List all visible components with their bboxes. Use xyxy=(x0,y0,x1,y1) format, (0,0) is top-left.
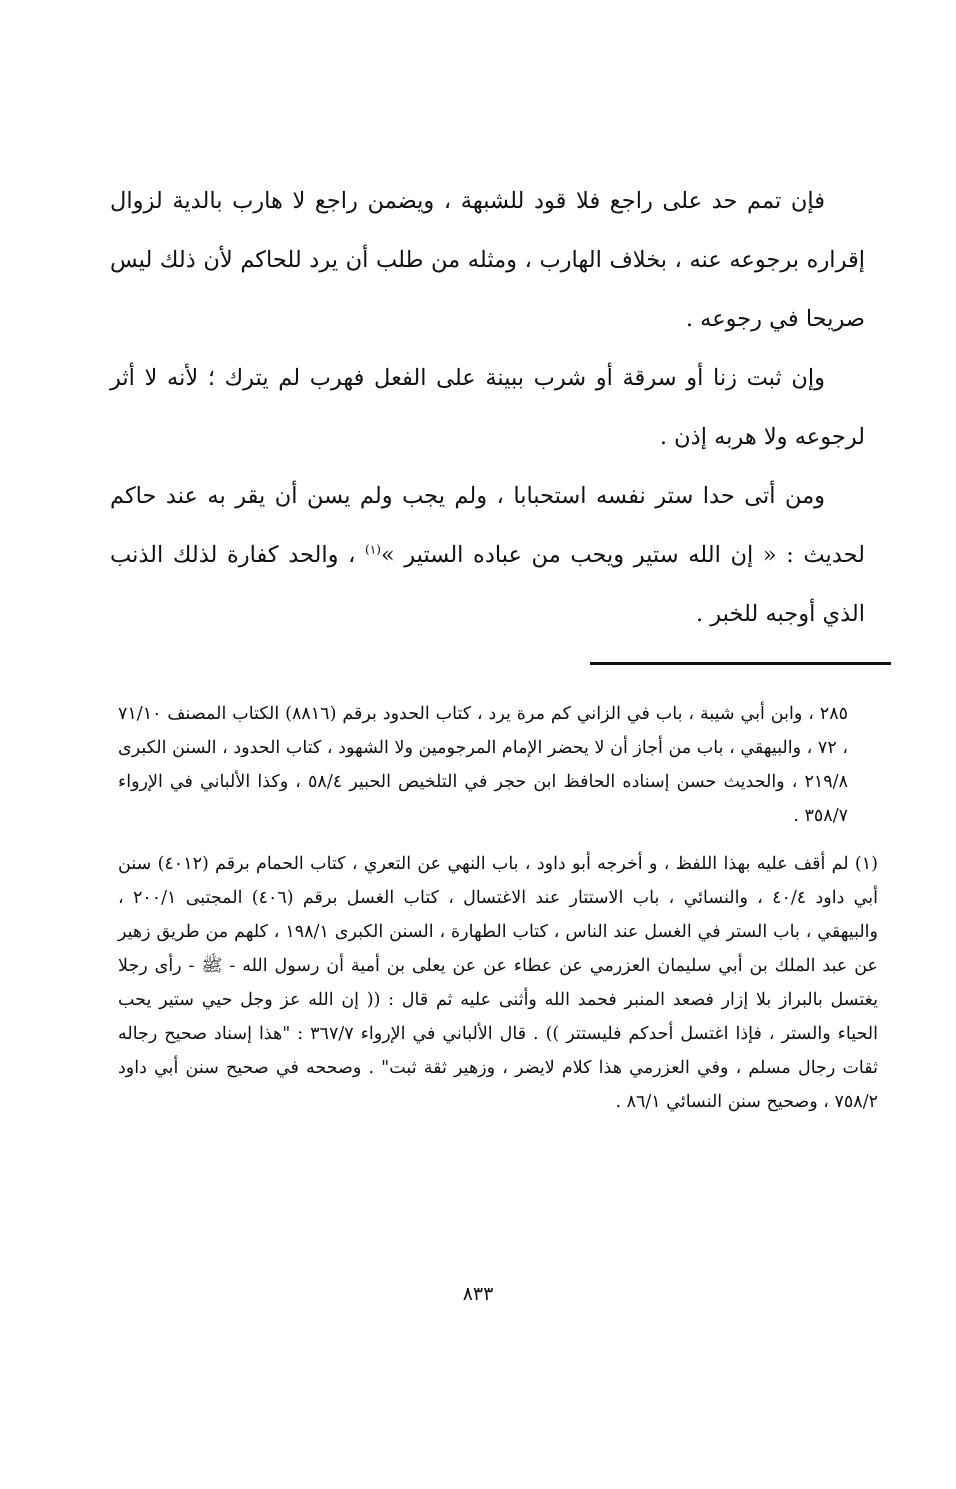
paragraph-3 xyxy=(110,467,865,644)
footnotes xyxy=(118,697,878,1119)
paragraph-3-text: ومن أتى حدا ستر نفسه استحبابا ، ولم يجب ولم يسن أن يقر به عند حاكم لحديث : « إن الله ستير ويحب من عباده الستير » xyxy=(110,483,865,568)
main-text xyxy=(110,172,865,644)
paragraph-2: وإن ثبت زنا أو سرقة أو شرب ببينة على الفعل فهرب لم يترك ؛ لأنه لا أثر لرجوعه ولا هربه إذن . xyxy=(110,365,865,450)
footnote-1-number: (١) xyxy=(854,854,878,874)
paragraph-1: فإن تمم حد على راجع فلا قود للشبهة ، ويضمن راجع لا هارب بالدية لزوال إقراره برجوعه عنه ، بخلاف الهارب ، ومثله من طلب أن يرد للحاكم لأن ذلك ليس صريحا في رجوعه . xyxy=(110,188,865,332)
footnote-1-text: لم أقف عليه بهذا اللفظ ، و أخرجه أبو داود ، باب النهي عن التعري ، كتاب الحمام برقم (٤٠١٢) سنن أبي داود ٤٠/٤ ، والنسائي ، باب الاستتار عند الاغتسال ، كتاب الغسل برقم (٤٠٦) المجتبى ٢٠٠/١ ، والبيهقي ، باب الستر في الغسل عند الناس ، كتاب الطهارة ، السنن الكبرى ١٩٨/١ ، كلهم من طريق زهير عن عبد الملك بن أبي سليمان العزرمي عن عطاء عن عن يعلى بن أمية أن رسول الله - ﷺ - رأى رجلا يغتسل بالبراز بلا إزار فصعد المنبر فحمد الله وأثنى عليه ثم قال : (( إن الله عز وجل حيي ستير يحب الحياء والستر ، فإذا اغتسل أحدكم فليستتر )) . قال الألباني في الإرواء ٣٦٧/٧ : "هذا إسناد صحيح رجاله ثقات رجال مسلم ، وفي العزرمي هذا كلام لايضر ، وزهير ثقة ثبت" . وصححه في صحيح سنن أبي داود ٧٥٨/٢ ، وصحيح سنن النسائي ٨٦/١ . xyxy=(118,854,878,1112)
page-number: ٨٣٣ xyxy=(462,1283,494,1305)
footnote-1 xyxy=(118,847,878,1119)
footnote-separator xyxy=(590,662,891,665)
paragraph-3-tail: ، والحد كفارة لذلك الذنب الذي أوجبه للخبر . xyxy=(110,542,865,627)
footnote-ref-1[interactable]: (١) xyxy=(365,542,381,557)
footnote-continuation: ٢٨٥ ، وابن أبي شيبة ، باب في الزاني كم مرة يرد ، كتاب الحدود برقم (٨٨١٦) الكتاب المصنف ٧١/١٠ ، ٧٢ ، والبيهقي ، باب من أجاز أن لا يحضر الإمام المرجومين ولا الشهود ، كتاب الحدود ، السنن الكبرى ٢١٩/٨ ، والحديث حسن إسناده الحافظ ابن حجر في التلخيص الحبير ٥٨/٤ ، وكذا الألباني في الإرواء ٣٥٨/٧ . xyxy=(118,704,848,826)
